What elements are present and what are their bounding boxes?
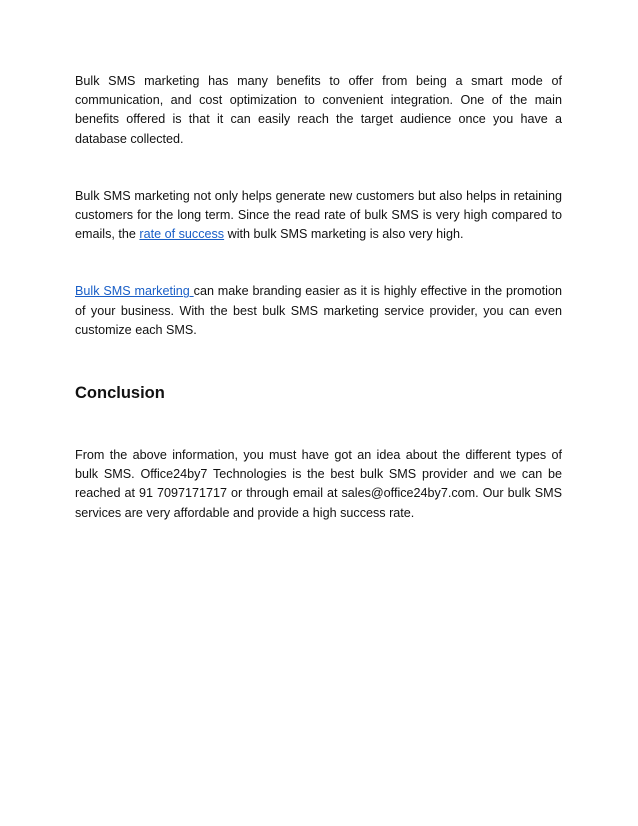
paragraph-branding [75, 282, 562, 340]
bulk-sms-marketing-link[interactable]: Bulk SMS marketing [75, 284, 194, 299]
paragraph-branding-text: can make branding easier as it is highly effective in the promotion of your business. With the best bulk SMS marketing service provider, you can even customize each SMS. [75, 284, 562, 337]
conclusion-heading: Conclusion [75, 384, 165, 403]
paragraph-retention-text-after: with bulk SMS marketing is also very high. [224, 227, 464, 242]
paragraph-benefits: Bulk SMS marketing has many benefits to offer from being a smart mode of communication, and cost optimization to convenient integration. One of the main benefits offered is that it can easily reach the target audience once you have a database collected. [75, 74, 562, 146]
rate-of-success-link[interactable]: rate of success [139, 227, 225, 242]
paragraph-conclusion: From the above information, you must have got an idea about the different types of bulk SMS. Office24by7 Technologies is the best bulk SMS provider and we can be reached at 91 7097171717 or through email at sales@office24by7.com. Our bulk SMS services are very affordable and provide a high success rate. [75, 448, 562, 520]
document-body [75, 72, 562, 523]
paragraph-retention [75, 187, 562, 245]
paragraph-retention-text-before: Bulk SMS marketing not only helps generate new customers but also helps in retaining customers for the long term. Since the read rate of bulk SMS is very high compared to emails, the [75, 188, 562, 242]
